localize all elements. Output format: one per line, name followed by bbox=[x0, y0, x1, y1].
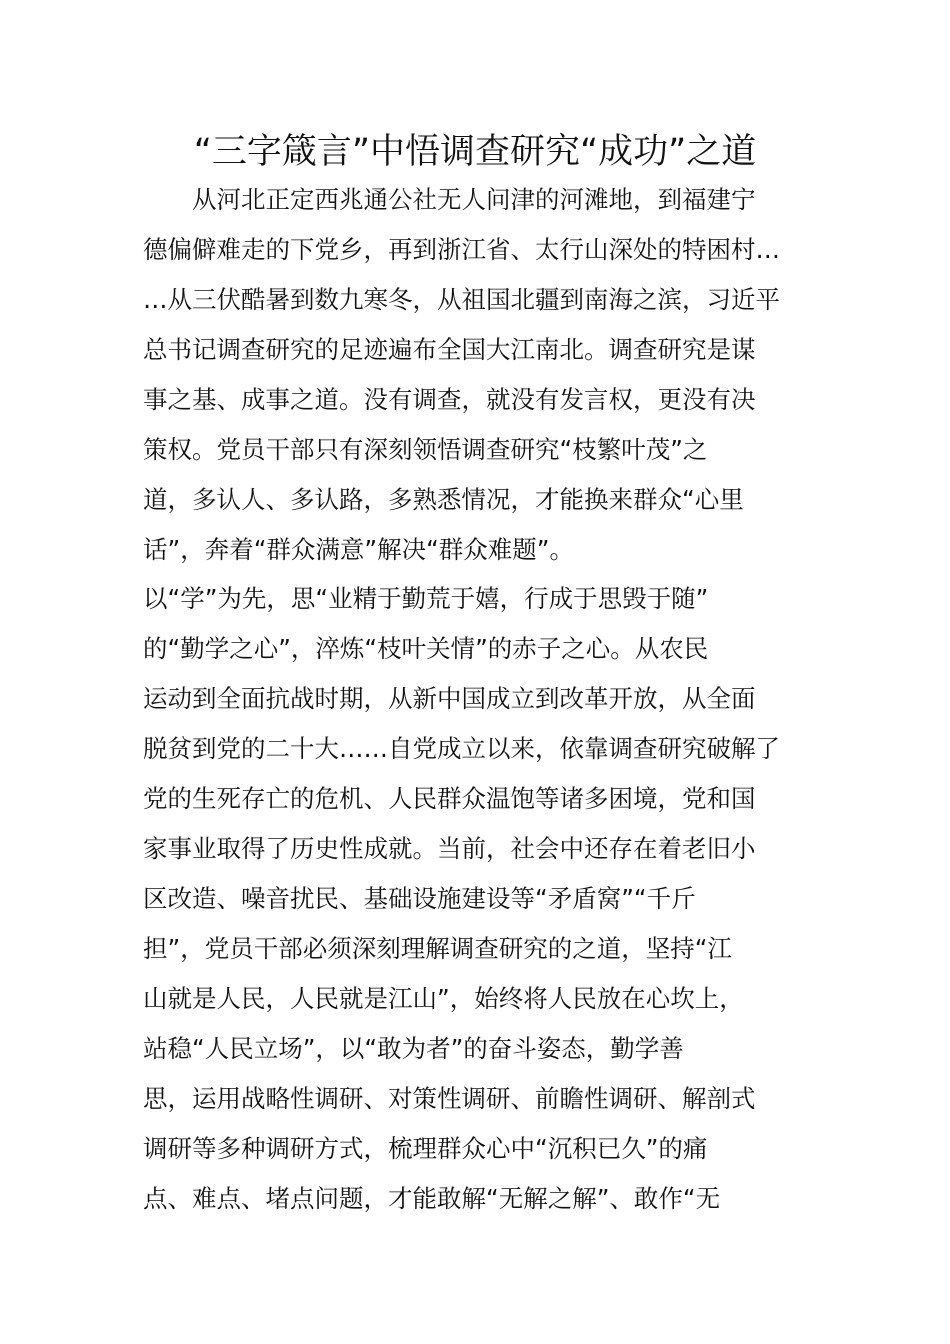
paragraph-line: 德偏僻难走的下党乡，再到浙江省、太行山深处的特困村… bbox=[143, 235, 780, 264]
paragraph-line: 区改造、噪音扰民、基础设施建设等“矛盾窝”“千斤 bbox=[143, 884, 696, 913]
paragraph-line: …从三伏酷暑到数九寒冬，从祖国北疆到南海之滨，习近平 bbox=[143, 285, 780, 314]
paragraph-line: 策权。党员干部只有深刻领悟调查研究“枝繁叶茂”之 bbox=[143, 435, 708, 464]
paragraph-line: 山就是人民，人民就是江山”，始终将人民放在心坎上， bbox=[143, 984, 744, 1013]
paragraph-line: 党的生死存亡的危机、人民群众温饱等诸多困境，党和国 bbox=[143, 784, 756, 813]
paragraph-line: 从河北正定西兆通公社无人问津的河滩地，到福建宁 bbox=[143, 185, 756, 214]
paragraph-line: 思，运用战略性调研、对策性调研、前瞻性调研、解剖式 bbox=[143, 1084, 756, 1113]
paragraph-line: 担”，党员干部必须深刻理解调查研究的之道，坚持“江 bbox=[143, 934, 732, 963]
paragraph-line: 脱贫到党的二十大……自党成立以来，依靠调查研究破解了 bbox=[143, 734, 780, 763]
paragraph-line: 家事业取得了历史性成就。当前，社会中还存在着老旧小 bbox=[143, 834, 756, 863]
paragraph-line: 事之基、成事之道。没有调查，就没有发言权，更没有决 bbox=[143, 385, 756, 414]
paragraph-line: 点、难点、堵点问题，才能敢解“无解之解”、敢作“无 bbox=[143, 1184, 721, 1213]
paragraph-line: 以“学”为先，思“业精于勤荒于嬉，行成于思毁于随” bbox=[143, 584, 709, 613]
paragraph-line: 运动到全面抗战时期，从新中国成立到改革开放，从全面 bbox=[143, 684, 756, 713]
paragraph-line: 站稳“人民立场”，以“敢为者”的奋斗姿态，勤学善 bbox=[143, 1034, 684, 1063]
paragraph-line: 的“勤学之心”，淬炼“枝叶关情”的赤子之心。从农民 bbox=[143, 634, 709, 663]
document-title: “三字箴言”中悟调查研究“成功”之道 bbox=[193, 132, 757, 172]
paragraph-line: 总书记调查研究的足迹遍布全国大江南北。调查研究是谋 bbox=[143, 335, 756, 364]
paragraph-line: 道，多认人、多认路，多熟悉情况，才能换来群众“心里 bbox=[143, 485, 744, 514]
paragraph-line: 调研等多种调研方式，梳理群众心中“沉积已久”的痛 bbox=[143, 1134, 708, 1163]
paragraph-line: 话”，奔着“群众满意”解决“群众难题”。 bbox=[143, 535, 574, 564]
